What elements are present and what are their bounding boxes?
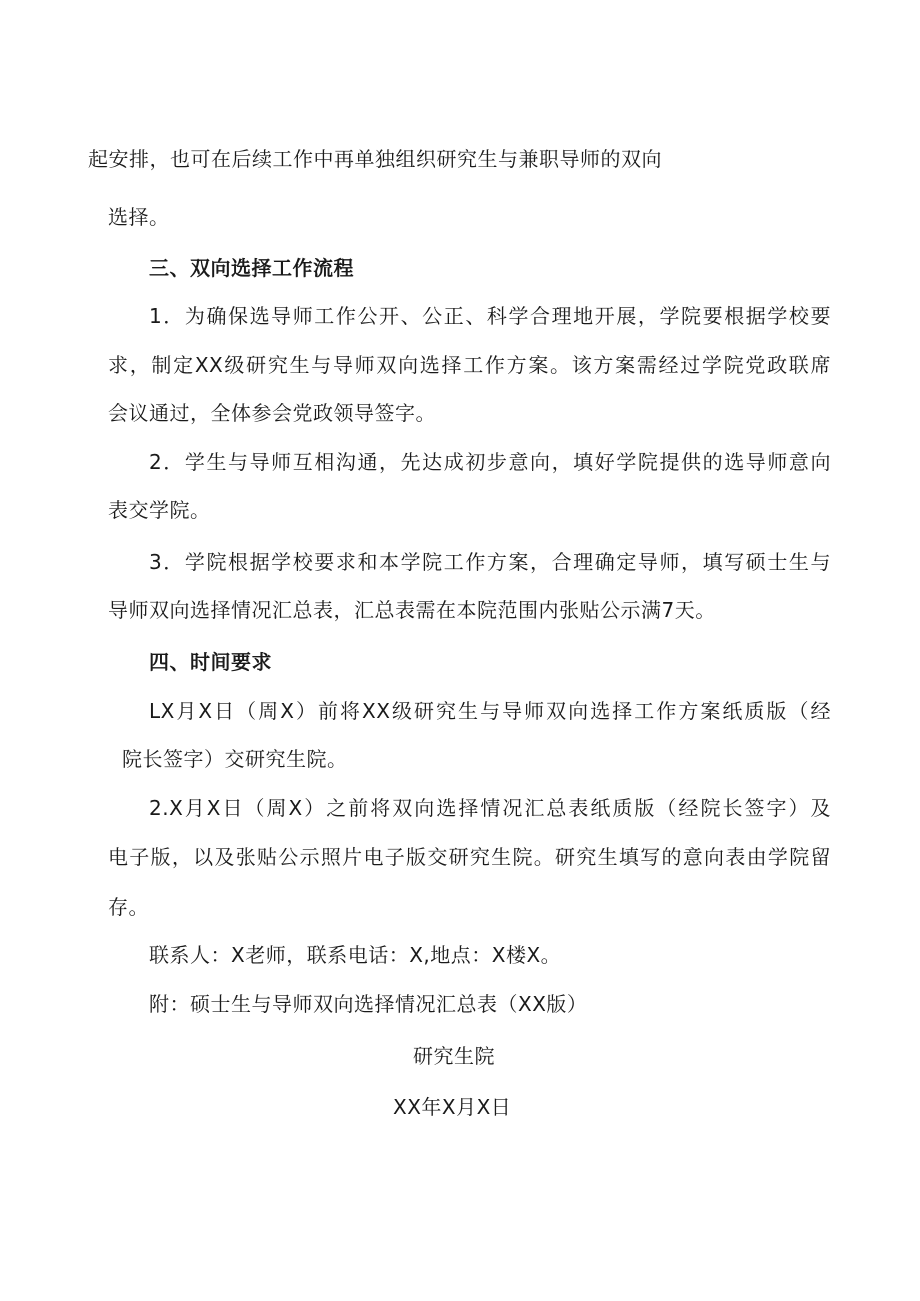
workflow-item-2-cont: 表交学院。 — [108, 498, 211, 522]
section-heading-workflow: 三、双向选择工作流程 — [149, 256, 354, 280]
attachment-line: 附：硕士生与导师双向选择情况汇总表（XX版） — [149, 992, 588, 1016]
contact-line: 联系人：X老师，联系电话：X,地点：X楼X。 — [149, 943, 562, 967]
time-item-1: LX月X日（周X）前将XX级研究生与导师双向选择工作方案纸质版（经 — [149, 699, 831, 723]
time-item-2-cont: 存。 — [108, 895, 149, 919]
paragraph-continuation-line: 选择。 — [108, 205, 170, 229]
workflow-item-1-cont: 会议通过，全体参会党政领导签字。 — [108, 401, 436, 425]
workflow-item-3-cont: 导师双向选择情况汇总表，汇总表需在本院范围内张贴公示满7天。 — [108, 598, 716, 622]
workflow-item-2: 2．学生与导师互相沟通，先达成初步意向，填好学院提供的选导师意向 — [149, 450, 831, 474]
section-heading-time: 四、时间要求 — [149, 650, 272, 674]
workflow-item-1: 1．为确保选导师工作公开、公正、科学合理地开展，学院要根据学校要 — [149, 304, 831, 328]
signature-date: XX年X月X日 — [393, 1095, 512, 1119]
signature-org: 研究生院 — [413, 1044, 495, 1068]
workflow-item-1-cont: 求，制定XX级研究生与导师双向选择工作方案。该方案需经过学院党政联席 — [108, 353, 831, 377]
workflow-item-3: 3．学院根据学校要求和本学院工作方案，合理确定导师，填写硕士生与 — [149, 550, 831, 574]
time-item-2-cont: 电子版，以及张贴公示照片电子版交研究生院。研究生填写的意向表由学院留 — [108, 845, 831, 869]
time-item-1-cont: 院长签字）交研究生院。 — [122, 747, 348, 771]
paragraph-continuation-line: 起安排，也可在后续工作中再单独组织研究生与兼职导师的双向 — [88, 147, 662, 171]
time-item-2: 2.X月X日（周X）之前将双向选择情况汇总表纸质版（经院长签字）及 — [149, 796, 831, 820]
